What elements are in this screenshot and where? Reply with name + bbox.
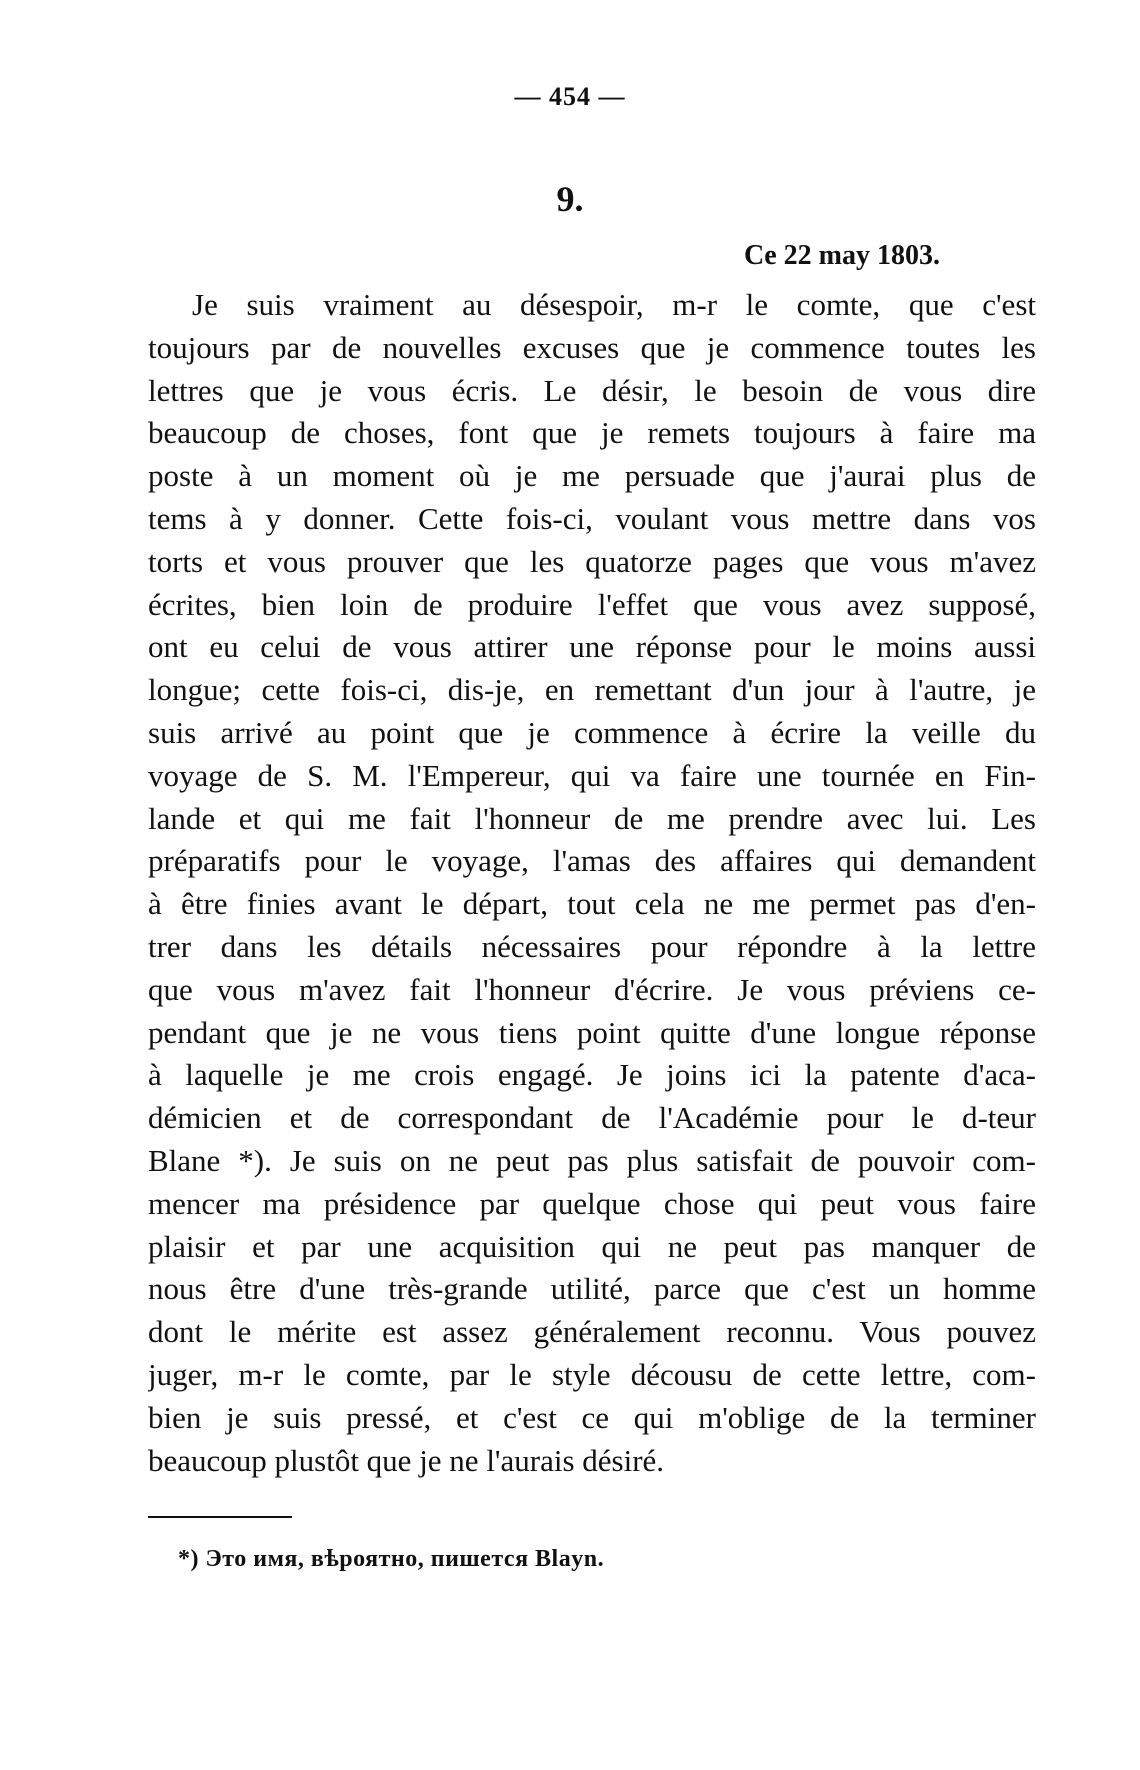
text-line: beaucoup de choses, font que je remets toujours à faire ma xyxy=(148,415,1036,451)
text-line: à laquelle je me crois engagé. Je joins ici la patente d'aca- xyxy=(148,1057,1036,1093)
text-line: pendant que je ne vous tiens point quitte d'une longue réponse xyxy=(148,1014,1036,1050)
text-line: tems à y donner. Cette fois-ci, voulant vous mettre dans vos xyxy=(148,500,1036,536)
footnote: *) Это имя, вѣроятно, пишется Blayn. xyxy=(178,1546,605,1572)
text-line: écrites, bien loin de produire l'effet que vous avez supposé, xyxy=(148,586,1036,622)
letter-number: 9. xyxy=(556,179,584,219)
text-line: torts et vous prouver que les quatorze pages que vous m'avez xyxy=(148,543,1036,579)
text-line: lande et qui me fait l'honneur de me prendre avec lui. Les xyxy=(148,800,1036,836)
text-line: plaisir et par une acquisition qui ne peut pas manquer de xyxy=(148,1228,1036,1264)
text-line: suis arrivé au point que je commence à écrire la veille du xyxy=(148,714,1036,750)
text-line: beaucoup plustôt que je ne l'aurais désiré. xyxy=(148,1442,665,1478)
text-line: nous être d'une très-grande utilité, parce que c'est un homme xyxy=(148,1271,1036,1307)
text-line: ont eu celui de vous attirer une réponse pour le moins aussi xyxy=(148,629,1036,665)
text-line: juger, m-r le comte, par le style décousu de cette lettre, com- xyxy=(148,1356,1036,1392)
text-line: longue; cette fois-ci, dis-je, en remettant d'un jour à l'autre, je xyxy=(148,672,1036,708)
text-line: préparatifs pour le voyage, l'amas des affaires qui demandent xyxy=(148,843,1036,879)
text-line: lettres que je vous écris. Le désir, le besoin de vous dire xyxy=(148,372,1036,408)
letter-date: Ce 22 may 1803. xyxy=(744,240,940,271)
text-line: trer dans les détails nécessaires pour répondre à la lettre xyxy=(148,928,1036,964)
footnote-divider xyxy=(148,1516,292,1518)
text-line: voyage de S. M. l'Empereur, qui va faire une tournée en Fin- xyxy=(148,757,1036,793)
letter-body xyxy=(148,284,1036,1482)
text-line: mencer ma présidence par quelque chose qui peut vous faire xyxy=(148,1185,1036,1221)
text-line: dont le mérite est assez généralement reconnu. Vous pouvez xyxy=(148,1314,1036,1350)
page-number: — 454 — xyxy=(514,82,626,111)
text-line: poste à un moment où je me persuade que j'aurai plus de xyxy=(148,458,1036,494)
text-line: que vous m'avez fait l'honneur d'écrire. Je vous préviens ce- xyxy=(148,971,1036,1007)
text-line: Blane *). Je suis on ne peut pas plus satisfait de pouvoir com- xyxy=(148,1142,1036,1178)
text-line: toujours par de nouvelles excuses que je commence toutes les xyxy=(148,329,1036,365)
text-line: bien je suis pressé, et c'est ce qui m'oblige de la terminer xyxy=(148,1399,1036,1435)
text-line: à être finies avant le départ, tout cela ne me permet pas d'en- xyxy=(148,886,1036,922)
text-line: Je suis vraiment au désespoir, m-r le comte, que c'est xyxy=(192,287,1036,322)
text-line: démicien et de correspondant de l'Académie pour le d-teur xyxy=(148,1100,1036,1136)
